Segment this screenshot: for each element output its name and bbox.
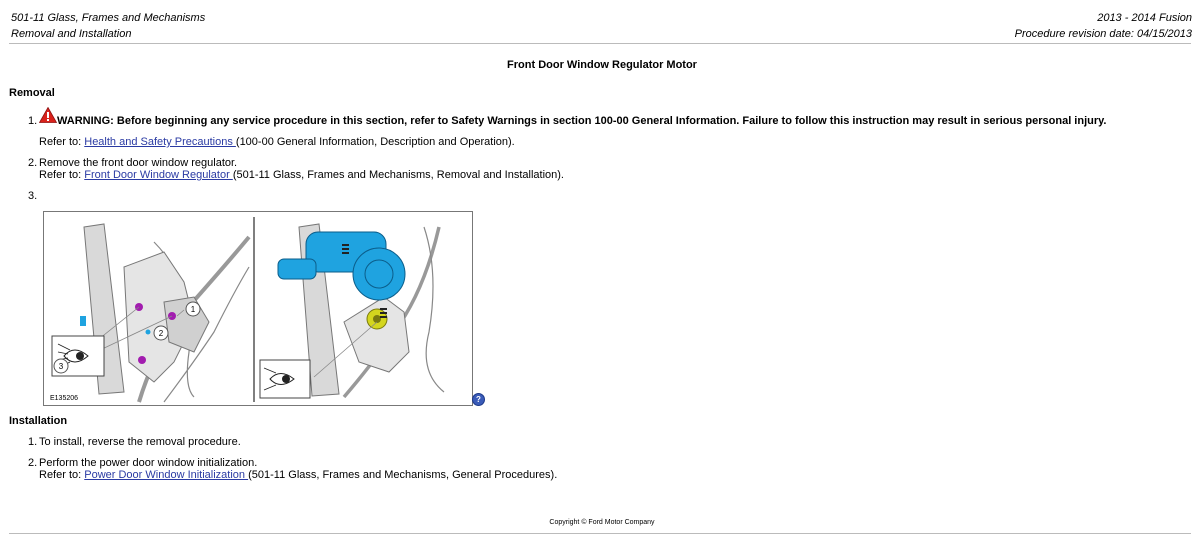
figure-id: E135206 [50, 395, 79, 402]
removal-heading: Removal [9, 87, 55, 99]
step-refer [39, 169, 564, 181]
step-number: 1. [28, 436, 38, 448]
header-subsection: Removal and Installation [11, 28, 132, 40]
step-number: 1. [28, 115, 38, 127]
svg-text:1: 1 [190, 305, 196, 314]
step-text: Remove the front door window regulator. [39, 157, 238, 169]
procedure-illustration [43, 211, 473, 406]
step-refer [39, 469, 557, 481]
link-front-door-window-regulator[interactable]: Front Door Window Regulator [84, 169, 233, 181]
step-number: 2. [28, 157, 38, 169]
bolt-icon [138, 356, 146, 364]
refer-suffix: (100-00 General Information, Description and Operation). [235, 136, 515, 148]
link-health-and-safety[interactable]: Health and Safety Precautions [84, 136, 236, 148]
refer-suffix: (501-11 Glass, Frames and Mechanisms, General Procedures). [248, 469, 558, 481]
help-icon[interactable]: ? [472, 393, 485, 406]
step-number: 2. [28, 457, 38, 469]
installation-heading: Installation [9, 415, 68, 427]
callout-2 [154, 326, 168, 340]
header-right [1015, 10, 1192, 42]
header-left [11, 10, 205, 42]
svg-text:2: 2 [158, 329, 164, 338]
refer-prefix: Refer to: [39, 469, 85, 481]
warning-triangle-icon [39, 107, 57, 123]
step-number: 3. [28, 190, 38, 202]
header-model: 2013 - 2014 Fusion [1097, 12, 1192, 24]
left-panel-drawing [52, 224, 249, 402]
header-section: 501-11 Glass, Frames and Mechanisms [11, 12, 206, 24]
refer-prefix: Refer to: [39, 169, 85, 181]
right-panel-drawing [260, 224, 444, 398]
page-title: Front Door Window Regulator Motor [507, 59, 697, 71]
refer-prefix: Refer to: [39, 136, 85, 148]
warning-text: WARNING: Before beginning any service procedure in this section, refer to Safety Warnings in section 100-00 General Information. Failure to follow this instruction may result in serious personal injury. [57, 115, 1107, 127]
header-divider [9, 43, 1191, 44]
illustration-drawing [44, 212, 472, 405]
header-revision-date: Procedure revision date: 04/15/2013 [1014, 28, 1192, 40]
link-power-door-window-initialization[interactable]: Power Door Window Initialization [84, 469, 249, 481]
refer-suffix: (501-11 Glass, Frames and Mechanisms, Removal and Installation). [232, 169, 564, 181]
footer-divider [9, 533, 1191, 534]
svg-text:3: 3 [58, 362, 64, 371]
callout-3 [54, 359, 68, 373]
copyright: Copyright © Ford Motor Company [549, 519, 655, 526]
step-text: To install, reverse the removal procedure. [39, 436, 241, 448]
callout-1 [186, 302, 200, 316]
step-refer [39, 136, 515, 148]
step-text: Perform the power door window initialization. [39, 457, 258, 469]
